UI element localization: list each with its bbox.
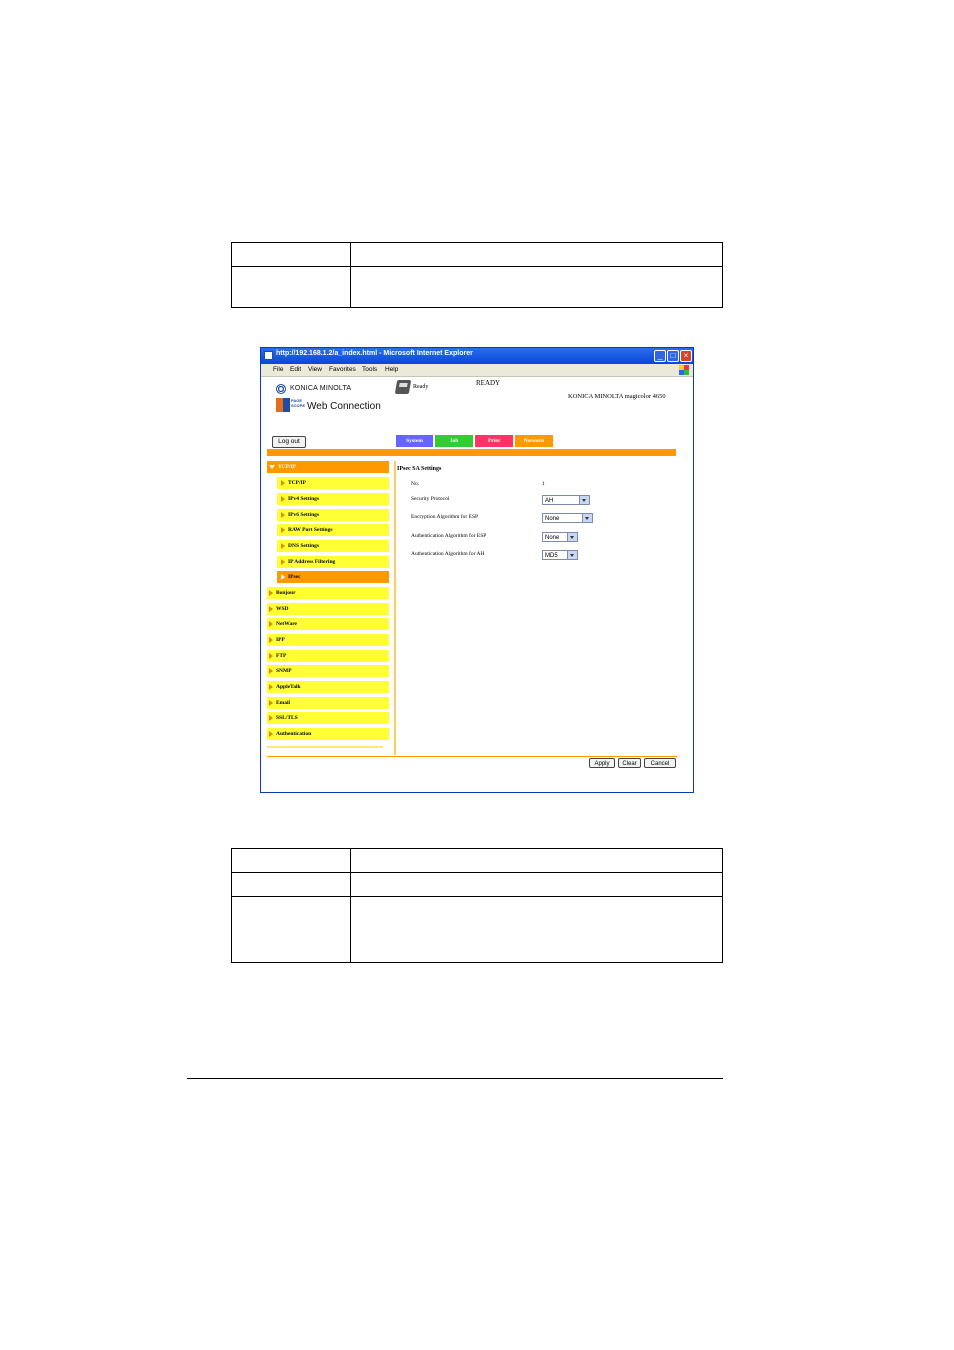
bottom-table: [231, 848, 723, 963]
sidebar-item-tcpip[interactable]: TCP/IP: [277, 477, 389, 489]
table-cell: [232, 267, 351, 308]
content-divider: [394, 461, 396, 755]
sidebar-item-raw-port-settings[interactable]: RAW Port Settings: [277, 524, 389, 536]
clear-button[interactable]: Clear: [618, 758, 641, 768]
sidebar-item-ip-address-filtering[interactable]: IP Address Filtering: [277, 556, 389, 568]
chevron-down-icon: [579, 496, 589, 504]
sidebar-item-ssl-tls[interactable]: SSL/TLS: [267, 712, 389, 724]
menu-help[interactable]: Help: [385, 366, 399, 373]
apply-button[interactable]: Apply: [589, 758, 615, 768]
encryption-esp-select[interactable]: [542, 513, 593, 523]
sidebar-item-ipsec[interactable]: IPsec: [277, 571, 389, 583]
encryption-esp-label: Encryption Algorithm for ESP: [411, 514, 479, 520]
auth-esp-select[interactable]: [542, 532, 578, 542]
minimize-button[interactable]: _: [654, 350, 666, 362]
menu-view[interactable]: View: [308, 366, 322, 373]
sidebar-item-tcpip-group[interactable]: TCP/IP: [267, 461, 389, 473]
top-table: [231, 242, 723, 308]
auth-ah-select[interactable]: [542, 550, 578, 560]
chevron-down-icon: [582, 514, 592, 522]
sidebar-divider: [267, 746, 383, 748]
select-value: None: [545, 516, 560, 522]
no-label: No.: [411, 481, 420, 487]
table-cell: [351, 243, 723, 267]
close-button[interactable]: ×: [680, 350, 692, 362]
sidebar-item-snmp[interactable]: SNMP: [267, 665, 389, 677]
table-cell: [351, 873, 723, 897]
table-cell: [232, 243, 351, 267]
table-cell: [232, 873, 351, 897]
no-value: 1: [542, 481, 545, 487]
chevron-down-icon: [567, 551, 577, 559]
product-name: Web Connection: [307, 401, 381, 412]
tab-print[interactable]: Print: [475, 435, 513, 447]
sidebar-item-netware[interactable]: NetWare: [267, 618, 389, 630]
tab-job[interactable]: Job: [435, 435, 473, 447]
sidebar-item-wsd[interactable]: WSD: [267, 603, 389, 615]
tab-network[interactable]: Network: [515, 435, 553, 447]
table-cell: [232, 897, 351, 963]
select-value: MD5: [545, 553, 558, 559]
sidebar-item-appletalk[interactable]: AppleTalk: [267, 681, 389, 693]
sidebar-item-bonjour[interactable]: Bonjour: [267, 587, 389, 599]
table-cell: [232, 849, 351, 873]
table-cell: [351, 849, 723, 873]
window-title: http://192.168.1.2/a_index.html - Microsoft Internet Explorer: [276, 350, 473, 357]
brand-name: KONICA MINOLTA: [290, 385, 352, 392]
status-ready: READY: [476, 379, 501, 387]
footer-divider: [267, 756, 677, 757]
ie-page-icon: [264, 351, 273, 360]
printer-model: KONICA MINOLTA magicolor 4650: [568, 393, 666, 400]
auth-esp-label: Authentication Algorithm for ESP: [411, 533, 487, 539]
menu-bar: [261, 364, 693, 377]
select-value: None: [545, 535, 560, 541]
pagescope-logo-icon: [276, 398, 290, 412]
page-footer-rule: [187, 1078, 723, 1079]
security-protocol-select[interactable]: [542, 495, 590, 505]
browser-window: [260, 347, 694, 793]
title-bar: [261, 348, 693, 364]
windows-logo-icon: [679, 365, 689, 375]
status-ready-small: Ready: [413, 384, 429, 390]
menu-file[interactable]: File: [273, 366, 284, 373]
sidebar-item-ipp[interactable]: IPP: [267, 634, 389, 646]
logout-button[interactable]: Log out: [272, 436, 306, 448]
menu-edit[interactable]: Edit: [290, 366, 302, 373]
header-divider: [267, 449, 676, 456]
tab-system[interactable]: System: [396, 435, 433, 447]
sidebar-item-authentication[interactable]: Authentication: [267, 728, 389, 740]
page-content: [261, 377, 693, 792]
cancel-button[interactable]: Cancel: [644, 758, 676, 768]
table-cell: [351, 267, 723, 308]
security-protocol-label: Security Protocol: [411, 496, 450, 502]
table-cell: [351, 897, 723, 963]
menu-favorites[interactable]: Favorites: [329, 366, 356, 373]
menu-tools[interactable]: Tools: [362, 366, 378, 373]
printer-icon: [395, 380, 411, 394]
sidebar-item-ftp[interactable]: FTP: [267, 650, 389, 662]
select-value: AH: [545, 498, 554, 504]
auth-ah-label: Authentication Algorithm for AH: [411, 551, 485, 557]
sidebar-item-email[interactable]: Email: [267, 697, 389, 709]
chevron-down-icon: [567, 533, 577, 541]
maximize-button[interactable]: □: [667, 350, 679, 362]
sidebar-item-ipv4-settings[interactable]: IPv4 Settings: [277, 493, 389, 505]
konica-minolta-logo-icon: [276, 384, 286, 394]
sidebar-item-dns-settings[interactable]: DNS Settings: [277, 540, 389, 552]
page-title: IPsec SA Settings: [397, 466, 442, 472]
sidebar-item-ipv6-settings[interactable]: IPv6 Settings: [277, 509, 389, 521]
pagescope-text: PAGE SCOPE: [291, 398, 306, 408]
